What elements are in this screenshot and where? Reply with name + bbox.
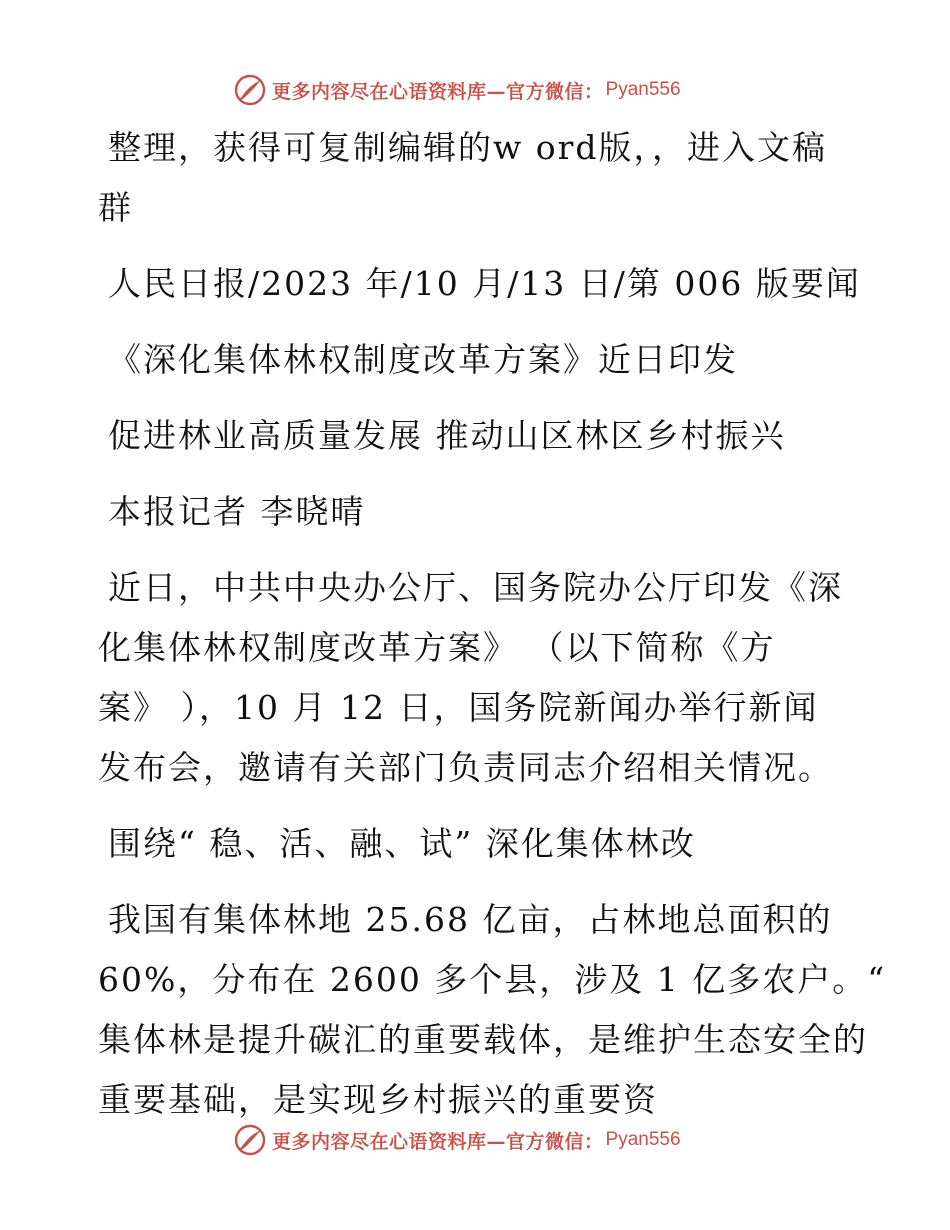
- watermark-text: 更多内容尽在心语资料库—官方微信：: [272, 1130, 604, 1153]
- quill-logo-icon: [234, 74, 266, 106]
- byline: 本报记者 李晓晴: [108, 492, 366, 531]
- intro-line-1: 整理，获得可复制编辑的w ord版，，进入文稿: [108, 128, 828, 167]
- paragraph-1-line: 近日，中共中央办公厅、国务院办公厅印发《深: [108, 568, 843, 607]
- paragraph-1-line: 发布会，邀请有关部门负责同志介绍相关情况。: [98, 748, 833, 787]
- paragraph-2-line: 我国有集体林地 25.68 亿亩，占林地总面积的: [108, 900, 833, 939]
- watermark-banner-bottom: [234, 1122, 734, 1158]
- paragraph-1-line: 案》 ），10 月 12 日，国务院新闻办举行新闻: [98, 688, 819, 727]
- watermark-wechat-id: Pyan556: [605, 79, 681, 100]
- paragraph-1-line: 化集体林权制度改革方案》 （以下简称《方: [98, 628, 776, 667]
- paragraph-1: [98, 558, 858, 798]
- watermark-banner-top: [234, 72, 734, 108]
- paragraph-2: [98, 890, 887, 1130]
- intro-line-2: 群: [98, 188, 133, 227]
- watermark-text: 更多内容尽在心语资料库—官方微信：: [272, 80, 604, 103]
- watermark-wechat-id: Pyan556: [605, 1129, 681, 1150]
- paragraph-2-line: 重要基础，是实现乡村振兴的重要资: [98, 1080, 658, 1119]
- section-heading: 围绕“ 稳、活、融、试” 深化集体林改: [108, 824, 696, 863]
- paragraph-2-line: 60%，分布在 2600 多个县，涉及 1 亿多农户。“: [98, 960, 887, 999]
- quill-logo-icon: [234, 1124, 266, 1156]
- paragraph-2-line: 集体林是提升碳汇的重要载体，是维护生态安全的: [98, 1020, 868, 1059]
- subheadline: 促进林业高质量发展 推动山区林区乡村振兴: [108, 416, 786, 455]
- source-line: 人民日报/2023 年/10 月/13 日/第 006 版要闻: [108, 264, 861, 303]
- document-body: [98, 118, 887, 1130]
- headline: 《深化集体林权制度改革方案》近日印发: [108, 340, 738, 379]
